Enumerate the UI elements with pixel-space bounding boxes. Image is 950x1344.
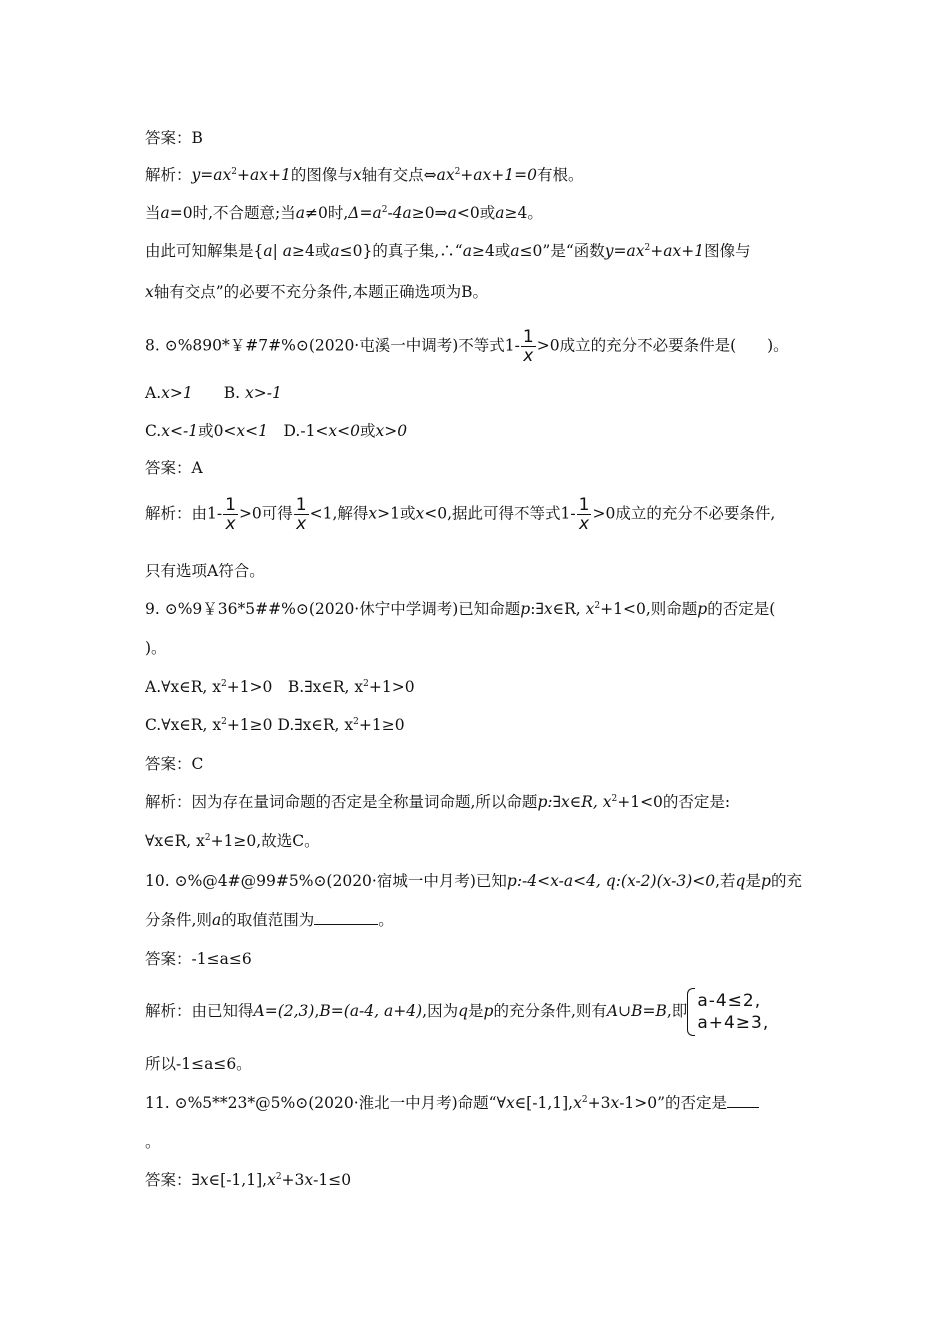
- question-10: 10. ⊙%@4#@99#5%⊙(2020·宿城一中月考)已知p:-4<x-a<4, q:(x-2)(x-3)<0,若q是p的充: [145, 872, 802, 890]
- solution-line: 所以-1≤a≤6。: [145, 1055, 252, 1073]
- solution-line: 当a=0时,不合题意;当a≠0时$,\Delta=a^2-4a\ge 0\Rightarrow a<0$或a≥4。: [145, 204, 543, 222]
- options-line: C.∀x∈R, $x^2+1\ge 0$ D.∃x∈R, $x^2+1\ge 0$: [145, 716, 405, 734]
- options-line: C.x<-1或0<x<1 D.-1<x<0或x>0: [145, 422, 408, 440]
- fraction: $\frac{1}{x}$: [225, 495, 236, 534]
- question-11-cont: 。: [145, 1133, 161, 1151]
- solution-line: x轴有交点”的必要不充分条件,本题正确选项为B。: [145, 283, 488, 301]
- equation-system: a-4≤2, a+4≥3,: [687, 990, 769, 1034]
- question-9: 9. ⊙%9￥36*5##%⊙(2020·休宁中学调考)已知命题p:∃x∈R, $x^2+1<0$,则命题p的否定是(: [145, 600, 776, 618]
- question-8: 8. ⊙%890*￥#7#%⊙(2020·屯溪一中调考)不等式1- $\frac{1}{x}$ >0成立的充分不必要条件是( )。: [145, 327, 789, 366]
- answer-line: 答案：A: [145, 459, 203, 477]
- options-line: A.∀x∈R, $x^2+1>0$ B.∃x∈R, $x^2+1>0$: [145, 678, 415, 696]
- question-9-cont: )。: [145, 639, 167, 657]
- solution-line: 解析：由1- $\frac{1}{x}$ >0可得 $\frac{1}{x}$ <1,解得x>1或x<0,据此可得不等式1- $\frac{1}{x}$ >0成立的充分不必要条件,: [145, 495, 776, 534]
- solution-line: 只有选项A符合。: [145, 562, 265, 580]
- options-line: A.x>1 B. x>-1: [145, 384, 282, 402]
- answer-line: 答案：-1≤a≤6: [145, 950, 252, 968]
- fraction: $\frac{1}{x}$: [578, 495, 590, 534]
- answer-line: 答案：B: [145, 129, 203, 147]
- solution-line: 由此可知解集是{a| a≥4或a≤0}的真子集,∴“a≥4或a≤0”是“函数$y=ax^2+ax+1$图像与: [145, 242, 751, 260]
- solution-line: 解析：因为存在量词命题的否定是全称量词命题,所以命题p:∃x∈R, $x^2+1<0$的否定是:: [145, 793, 731, 811]
- answer-line: 答案：C: [145, 755, 204, 773]
- solution-line: 解析：$y=ax^2+ax+1$的图像与x轴有交点$\Leftrightarrow ax^2+ax+1=0$有根。: [145, 166, 584, 184]
- solution-line: 解析：由已知得A=(2,3),B=(a-4, a+4),因为q是p的充分条件,则有A∪B=B,即 a-4≤2, a+4≥3,: [145, 990, 769, 1034]
- answer-line: 答案：$\exists x\in[-1,1],x^2+3x-1\le 0$: [145, 1171, 352, 1189]
- question-11: 11. ⊙%5**23*@5%⊙(2020·淮北一中月考)命题“$\forall x\in[-1,1],x^2+3x-1>0$”的否定是: [145, 1092, 759, 1114]
- answer-blank[interactable]: [314, 910, 378, 925]
- question-10-cont: 分条件,则a的取值范围为 。: [145, 911, 394, 929]
- fraction: $\frac{1}{x}$: [522, 327, 534, 366]
- fraction: $\frac{1}{x}$: [295, 495, 307, 534]
- answer-blank[interactable]: [727, 1093, 759, 1108]
- solution-line: ∀x∈R, $x^2+1\ge 0$,故选C。: [145, 832, 320, 850]
